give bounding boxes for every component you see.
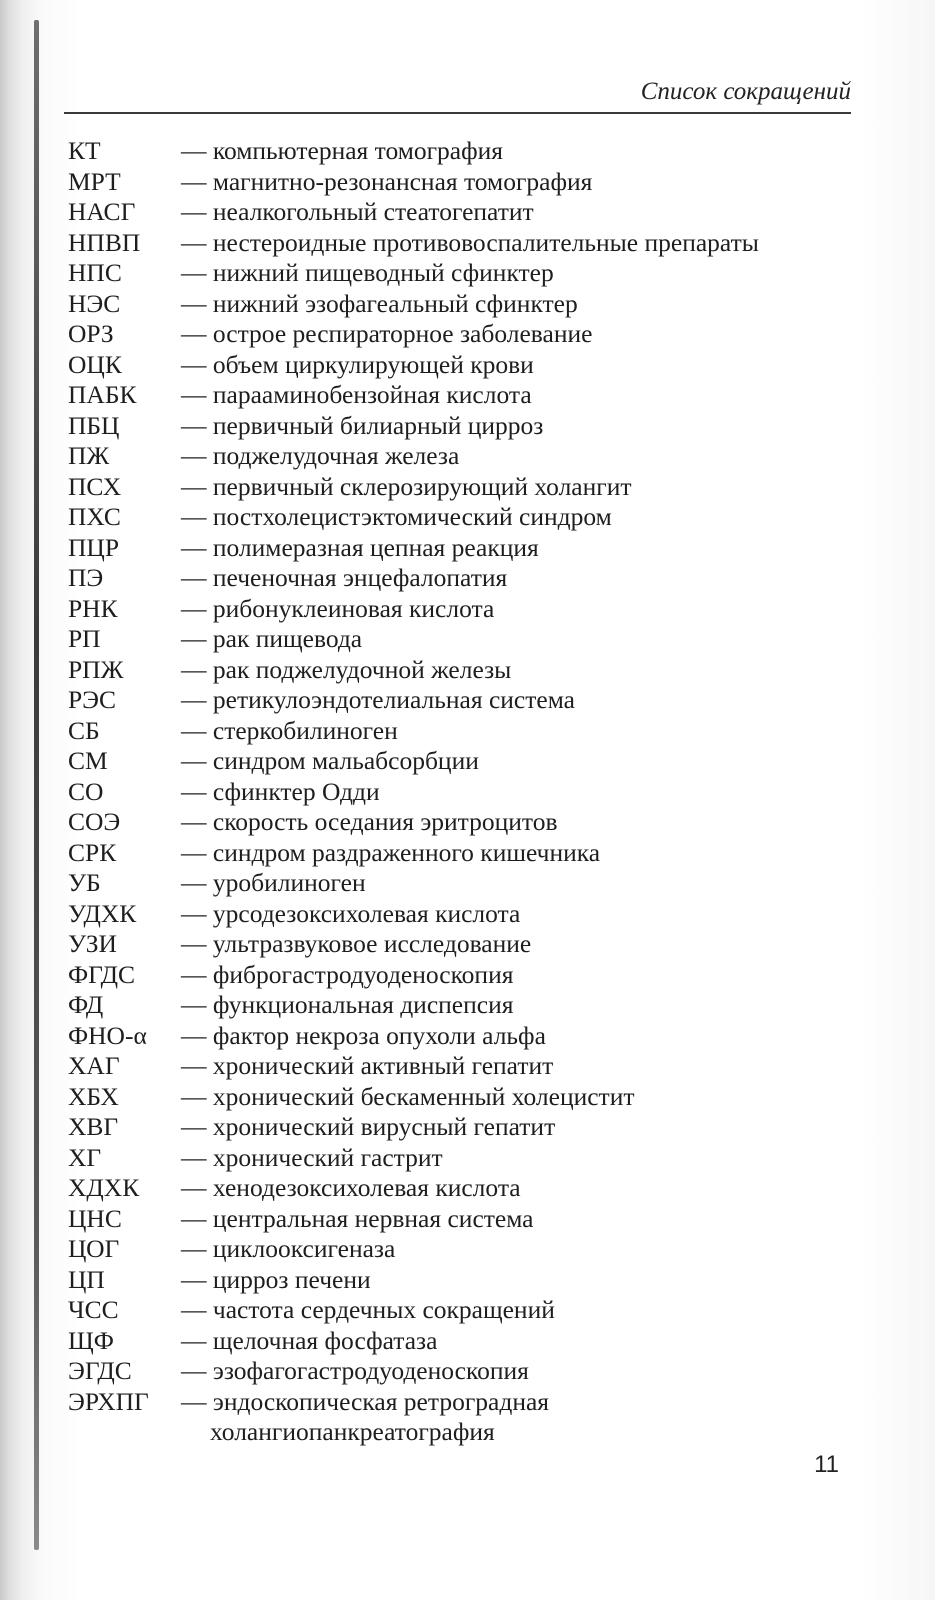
abbreviation-definition-continuation: холангиопанкреатография (210, 1417, 495, 1446)
abbreviation-definition: — цирроз печени (181, 1264, 371, 1294)
abbreviation-term: РПЖ (68, 654, 124, 684)
abbreviation-definition-group (181, 1295, 555, 1326)
abbreviation-row (68, 685, 858, 716)
abbreviation-row (68, 1265, 858, 1296)
abbreviation-term: СОЭ (68, 807, 121, 836)
abbreviation-definition-group (181, 1326, 437, 1357)
abbreviation-definition-group (181, 1265, 371, 1296)
abbreviation-definition: — рак пищевода (181, 624, 363, 653)
abbreviation-term: ПЭ (68, 563, 104, 592)
abbreviation-definition: — неалкогольный стеатогепатит (181, 197, 534, 226)
abbreviation-definition-group (181, 411, 543, 442)
abbreviation-definition: — хронический активный гепатит (181, 1051, 554, 1080)
abbreviation-definition: — рак поджелудочной железы (181, 654, 512, 684)
abbreviation-definition: — хронический вирусный гепатит (181, 1112, 556, 1141)
abbreviation-definition: — нестероидные противовоспалительные препараты (181, 227, 759, 257)
abbreviation-row (68, 411, 858, 442)
abbreviation-row (68, 807, 858, 838)
running-header-title: Список сокращений (640, 78, 851, 105)
abbreviation-definition: — нижний эзофагеальный сфинктер (181, 288, 578, 318)
abbreviation-definition: — острое респираторное заболевание (181, 319, 593, 348)
abbreviation-row (68, 746, 858, 777)
abbreviation-definition-group (181, 685, 575, 716)
abbreviation-row (68, 136, 858, 167)
abbreviation-term: ЦНС (68, 1203, 122, 1233)
abbreviation-definition: — компьютерная томография (181, 136, 504, 165)
abbreviation-definition-group (181, 838, 600, 869)
abbreviation-row (68, 868, 858, 899)
abbreviation-row (68, 1051, 858, 1082)
abbreviation-definition: — фиброгастродуоденоскопия (181, 959, 514, 989)
abbreviation-row (68, 350, 858, 381)
abbreviation-definition: — урсодезоксихолевая кислота (181, 898, 521, 928)
abbreviation-definition-group (181, 228, 759, 259)
abbreviation-term: ХГ (68, 1142, 102, 1172)
abbreviation-definition-group (181, 1234, 395, 1265)
abbreviation-definition-group (181, 1143, 443, 1174)
abbreviation-definition-group (181, 868, 366, 899)
abbreviation-definition: — полимеразная цепная реакция (181, 532, 539, 562)
abbreviation-row (68, 1082, 858, 1113)
abbreviation-term: НЭС (68, 288, 121, 318)
abbreviation-definition: — рибонуклеиновая кислота (181, 593, 495, 623)
abbreviation-definition-group (181, 929, 531, 960)
abbreviation-term: УЗИ (68, 929, 117, 958)
abbreviation-definition-group (181, 899, 520, 930)
abbreviation-term: ПЖ (68, 441, 110, 470)
abbreviation-term: СБ (68, 715, 100, 745)
abbreviation-definition: — сфинктер Одди (181, 776, 380, 806)
abbreviation-term: ОРЗ (68, 319, 114, 348)
abbreviation-definition: — первичный билиарный цирроз (181, 410, 544, 440)
abbreviation-term: ЦП (68, 1264, 105, 1294)
abbreviation-definition: — стеркобилиноген (181, 715, 398, 745)
abbreviation-definition: — печеночная энцефалопатия (181, 563, 508, 592)
abbreviation-definition: — скорость оседания эритроцитов (181, 807, 558, 836)
abbreviation-definition: — эндоскопическая ретроградная (181, 1386, 550, 1416)
abbreviation-definition-group (181, 441, 459, 472)
abbreviation-term: ЩФ (68, 1325, 114, 1355)
abbreviation-row (68, 1356, 858, 1387)
abbreviation-definition: — постхолецистэктомический синдром (181, 502, 612, 531)
abbreviation-definition: — синдром мальабсорбции (181, 746, 479, 775)
abbreviation-row (68, 380, 858, 411)
abbreviation-definition-group (181, 746, 479, 777)
abbreviation-definition-group (181, 655, 511, 686)
abbreviation-term: РЭС (68, 685, 117, 714)
abbreviation-definition-group (181, 1387, 549, 1448)
abbreviation-definition: — хронический бескаменный холецистит (181, 1081, 635, 1111)
abbreviation-definition-group (181, 1082, 634, 1113)
abbreviation-definition: — уробилиноген (181, 868, 366, 897)
abbreviation-term: СО (68, 776, 104, 806)
abbreviation-definition: — синдром раздраженного кишечника (181, 837, 601, 867)
abbreviation-definition-group (181, 624, 362, 655)
abbreviation-definition-group (181, 319, 592, 350)
abbreviation-definition-group (181, 716, 398, 747)
abbreviation-definition: — первичный склерозирующий холангит (181, 471, 632, 501)
abbreviation-term: МРТ (68, 166, 121, 196)
abbreviation-term: ХБХ (68, 1081, 119, 1111)
abbreviation-term: ФНО-α (68, 1020, 147, 1050)
abbreviation-definition-group (181, 1204, 534, 1235)
abbreviation-row (68, 1204, 858, 1235)
abbreviation-term: УБ (68, 868, 101, 897)
abbreviation-term: ПАБК (68, 380, 137, 409)
abbreviation-term: ХВГ (68, 1112, 119, 1141)
abbreviation-term: СРК (68, 837, 117, 867)
abbreviation-definition: — фактор некроза опухоли альфа (181, 1020, 546, 1050)
abbreviation-definition: — функциональная диспепсия (181, 990, 514, 1019)
abbreviation-definition-group (181, 197, 534, 228)
abbreviation-term: НПС (68, 258, 122, 287)
abbreviation-row (68, 1143, 858, 1174)
abbreviation-definition-group (181, 960, 513, 991)
abbreviation-term: ФД (68, 990, 104, 1019)
abbreviation-row (68, 533, 858, 564)
abbreviation-row (68, 777, 858, 808)
abbreviation-term: ЭРХПГ (68, 1386, 149, 1416)
abbreviation-row (68, 716, 858, 747)
abbreviation-definition-group (181, 777, 380, 808)
abbreviation-term: ЦОГ (68, 1234, 120, 1263)
page-number: 11 (814, 1451, 839, 1478)
abbreviation-row (68, 289, 858, 320)
abbreviation-row (68, 838, 858, 869)
abbreviation-definition-group (181, 258, 554, 289)
abbreviation-row (68, 960, 858, 991)
abbreviation-row (68, 167, 858, 198)
abbreviation-term: ЭГДС (68, 1356, 132, 1385)
abbreviation-row (68, 1295, 858, 1326)
abbreviation-definition: — эзофагогастродуоденоскопия (181, 1356, 529, 1385)
abbreviation-row (68, 197, 858, 228)
abbreviation-term: ХАГ (68, 1051, 120, 1080)
abbreviation-row (68, 1387, 858, 1448)
abbreviation-list (68, 136, 858, 1448)
abbreviation-definition-group (181, 472, 632, 503)
abbreviation-row (68, 441, 858, 472)
abbreviation-row (68, 1112, 858, 1143)
abbreviation-definition: — объем циркулирующей крови (181, 349, 534, 379)
abbreviation-row (68, 472, 858, 503)
abbreviation-row (68, 929, 858, 960)
abbreviation-definition-group (181, 1356, 529, 1387)
abbreviation-definition-group (181, 1112, 555, 1143)
abbreviation-term: НПВП (68, 227, 141, 257)
abbreviation-term: ФГДС (68, 959, 136, 989)
abbreviation-definition: — магнитно-резонансная томография (181, 166, 593, 196)
abbreviation-definition: — поджелудочная железа (181, 441, 460, 470)
abbreviation-row (68, 1173, 858, 1204)
abbreviation-term: УДХК (68, 898, 137, 928)
abbreviation-term: ПХС (68, 502, 121, 531)
abbreviation-definition-group (181, 136, 503, 167)
abbreviation-definition-group (181, 289, 578, 320)
abbreviation-definition-group (181, 533, 539, 564)
abbreviation-term: ХДХК (68, 1173, 140, 1202)
abbreviation-term: ЧСС (68, 1295, 119, 1324)
abbreviation-term: СМ (68, 746, 108, 775)
abbreviation-definition: — ультразвуковое исследование (181, 929, 532, 958)
abbreviation-term: НАСГ (68, 197, 136, 226)
abbreviation-definition-group (181, 807, 558, 838)
abbreviation-row (68, 655, 858, 686)
abbreviation-definition-group (181, 594, 494, 625)
abbreviation-definition: — парааминобензойная кислота (181, 380, 532, 409)
abbreviation-row (68, 1021, 858, 1052)
abbreviation-definition-group (181, 167, 592, 198)
abbreviation-row (68, 228, 858, 259)
abbreviation-row (68, 624, 858, 655)
abbreviation-term: ПЦР (68, 532, 120, 562)
abbreviation-row (68, 563, 858, 594)
abbreviation-row (68, 594, 858, 625)
abbreviation-definition: — центральная нервная система (181, 1203, 534, 1233)
abbreviation-definition-group (181, 350, 534, 381)
abbreviation-row (68, 1326, 858, 1357)
abbreviation-definition-group (181, 380, 532, 411)
abbreviation-definition: — хронический гастрит (181, 1142, 443, 1172)
abbreviation-term: РНК (68, 593, 118, 623)
abbreviation-definition: — щелочная фосфатаза (181, 1325, 438, 1355)
abbreviation-term: КТ (68, 136, 101, 165)
abbreviation-term: ОЦК (68, 349, 122, 379)
abbreviation-row (68, 502, 858, 533)
abbreviation-definition: — ретикулоэндотелиальная система (181, 685, 575, 714)
abbreviation-definition-group (181, 502, 612, 533)
abbreviation-definition: — нижний пищеводный сфинктер (181, 258, 554, 287)
abbreviation-row (68, 990, 858, 1021)
abbreviation-term: РП (68, 624, 101, 653)
book-spine-shadow (34, 20, 39, 1550)
abbreviation-definition-group (181, 1051, 553, 1082)
abbreviation-definition-group (181, 1021, 546, 1052)
abbreviation-row (68, 899, 858, 930)
abbreviation-definition-group (181, 990, 513, 1021)
abbreviation-row (68, 1234, 858, 1265)
abbreviation-definition-group (181, 1173, 521, 1204)
abbreviation-definition-group (181, 563, 507, 594)
abbreviation-row (68, 258, 858, 289)
abbreviation-definition: — хенодезоксихолевая кислота (181, 1173, 521, 1202)
abbreviation-definition: — циклооксигеназа (181, 1234, 396, 1263)
abbreviation-term: ПБЦ (68, 410, 120, 440)
abbreviation-term: ПСХ (68, 471, 122, 501)
header-rule (64, 112, 851, 114)
abbreviation-row (68, 319, 858, 350)
abbreviation-definition: — частота сердечных сокращений (181, 1295, 555, 1324)
